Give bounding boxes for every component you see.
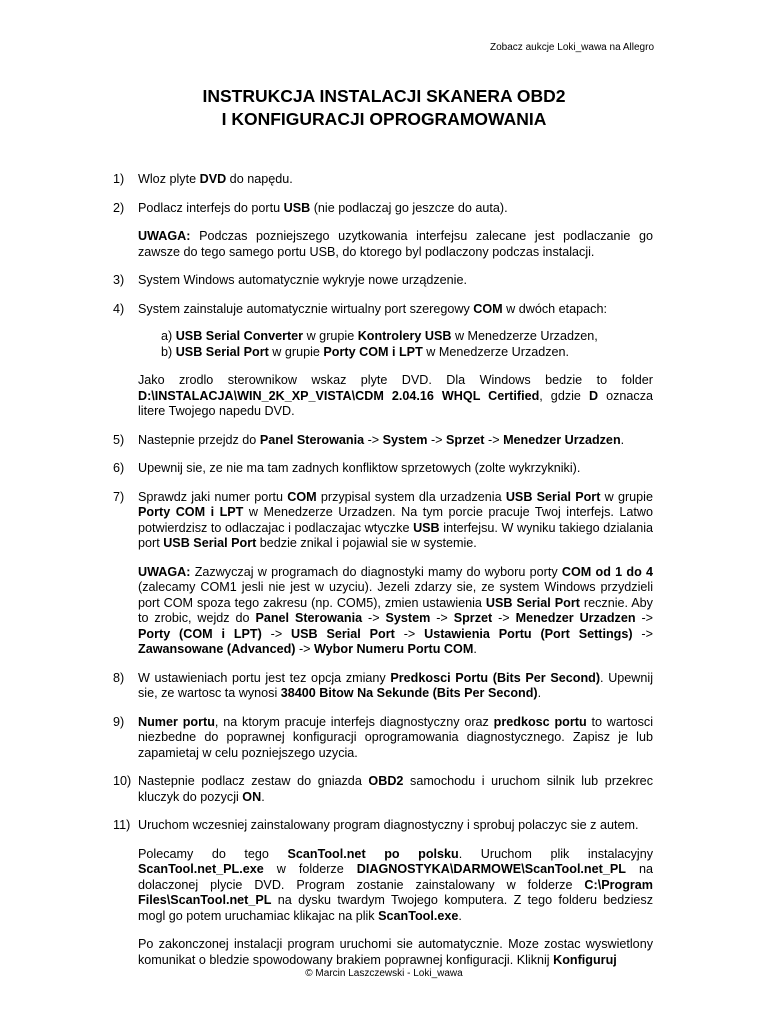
step-8 xyxy=(113,671,653,702)
note-11-recommendation xyxy=(113,847,653,925)
text: to wartosci niezbedne do poprawnej konfiguracji oprogramowania diagnostycznego. Zapisz je lub zapamietaj w celu pozniejszego uzycia. xyxy=(138,714,653,760)
bold-text: Zawansowane (Advanced) xyxy=(138,642,296,656)
step-number: 4) xyxy=(113,301,125,316)
bold-text: USB Serial Converter xyxy=(175,329,304,343)
text: System zainstaluje automatycznie wirtualny port szeregowy xyxy=(138,301,474,316)
bold-text: Kontrolery USB xyxy=(357,329,452,343)
text: na dysku twardym Twojego komputera. Z tego folderu bedziesz mogl go potem uruchamiac klikajac na plik xyxy=(138,893,653,923)
text: . xyxy=(537,686,542,700)
text: -> xyxy=(362,611,386,625)
bold-text: OBD2 xyxy=(368,774,404,788)
text: samochodu i uruchom silnik lub przekrec kluczyk do pozycji xyxy=(138,774,653,804)
text: Nastepnie podlacz zestaw do gniazda xyxy=(138,774,369,788)
title-line-2: I KONFIGURACJI OPROGRAMOWANIA xyxy=(221,109,547,129)
bold-text: Wybor Numeru Portu COM xyxy=(314,642,474,656)
text: -> xyxy=(430,611,454,625)
bold-text: Konfiguruj xyxy=(553,952,617,967)
step-number: 10) xyxy=(113,774,132,788)
step-5 xyxy=(113,433,653,449)
text: w grupie xyxy=(268,344,324,359)
step-9 xyxy=(113,715,653,762)
text: -> xyxy=(295,642,315,656)
text: Podczas pozniejszego uzytkowania interfejsu zalecane jest podlaczanie go zawsze do tego samego portu USB, do ktorego byl podlaczony podczas instalacji. xyxy=(138,229,653,259)
bold-text: DVD xyxy=(199,172,227,186)
bold-text: Ustawienia Portu (Port Settings) xyxy=(424,626,633,641)
footer-copyright: © Marcin Laszczewski - Loki_wawa xyxy=(305,968,463,979)
bold-text: D:\INSTALACJA\WIN_2K_XP_VISTA\CDM 2.04.16 WHQL Certified xyxy=(138,388,540,403)
bold-text: USB Serial Port xyxy=(175,344,269,359)
bold-text: USB Serial Port xyxy=(485,595,580,610)
bold-text: COM od 1 do 4 xyxy=(561,564,654,579)
text: Nastepnie przejdz do xyxy=(138,432,260,447)
text: w folderze xyxy=(263,862,357,876)
bold-text: USB xyxy=(283,200,311,215)
document-title xyxy=(0,85,768,131)
text: w grupie xyxy=(600,489,653,504)
text: interfejsu. W wyniku takiego dzialania port xyxy=(138,520,654,550)
bold-text: DIAGNOSTYKA\DARMOWE\ScanTool.net_PL xyxy=(356,862,626,876)
text: w Menedzerze Urzadzen, xyxy=(451,329,598,343)
step-6 xyxy=(113,461,653,477)
step-4 xyxy=(113,302,653,318)
note-11-after-install xyxy=(113,937,653,968)
bold-text: Numer portu xyxy=(138,714,215,729)
text: bedzie znikal i pojawial sie w systemie. xyxy=(256,536,477,550)
bold-text: Panel Sterowania xyxy=(259,432,365,447)
bold-text: ScanTool.net po polsku xyxy=(287,846,459,861)
text: do napędu. xyxy=(226,172,293,186)
text: (nie podlaczaj go jeszcze do auta). xyxy=(310,200,508,215)
text: -> xyxy=(632,626,653,641)
step-number: 2) xyxy=(113,200,125,215)
text: -> xyxy=(492,611,516,625)
text: Sprawdz jaki numer portu xyxy=(138,489,288,504)
bold-text: 38400 Bitow Na Sekunde (Bits Per Second) xyxy=(280,686,538,700)
bold-text: ON xyxy=(242,789,262,804)
text: . Upewnij sie, ze wartosc ta wynosi xyxy=(138,670,653,700)
note-4 xyxy=(113,373,653,420)
text: . xyxy=(473,642,477,656)
text: b) xyxy=(161,344,176,359)
text: . xyxy=(620,432,625,447)
step-11 xyxy=(113,818,653,834)
bold-text: System xyxy=(385,611,431,625)
text: Polecamy do tego xyxy=(138,846,288,861)
step-7 xyxy=(113,490,653,552)
text: . Uruchom plik instalacyjny xyxy=(458,846,653,861)
text: System Windows automatycznie wykryje nowe urządzenie. xyxy=(138,273,467,287)
text: , na ktorym pracuje interfejs diagnostyczny oraz xyxy=(214,714,494,729)
text: , gdzie xyxy=(539,388,589,403)
step-number: 8) xyxy=(113,670,125,685)
bold-text: COM xyxy=(287,489,317,504)
bold-text: COM xyxy=(473,301,503,316)
text: Po zakonczonej instalacji program uruchomi sie automatycznie. Moze zostac wyswietlony komunikat o bledzie spowodowany brakiem poprawnej konfiguracji. Kliknij xyxy=(138,937,653,967)
bold-text: D xyxy=(588,388,599,403)
step-number: 5) xyxy=(113,432,125,447)
bold-text: Sprzet xyxy=(453,611,493,625)
step-number: 11) xyxy=(113,818,131,832)
bold-text: USB Serial Port xyxy=(291,626,395,641)
text: Jako zrodlo sterownikow wskaz plyte DVD. Dla Windows bedzie to folder xyxy=(138,373,653,387)
bold-text: Sprzet xyxy=(446,432,485,447)
bold-text: USB Serial Port xyxy=(163,536,257,550)
bold-text: Panel Sterowania xyxy=(255,611,363,625)
step-3 xyxy=(113,273,653,289)
text: w Menedzerze Urzadzen. xyxy=(422,344,570,359)
note-label: UWAGA: xyxy=(138,564,191,579)
text: -> xyxy=(394,626,425,641)
step-4a xyxy=(113,329,653,345)
text: w grupie xyxy=(303,329,358,343)
step-10 xyxy=(113,774,653,805)
text: recznie. Aby to zrobic, wejdz do xyxy=(138,595,653,625)
bold-text: predkosc portu xyxy=(493,714,587,729)
text: Uruchom wczesniej zainstalowany program diagnostyczny i sprobuj polaczyc sie z autem. xyxy=(138,818,639,832)
text: Podlacz interfejs do portu xyxy=(138,200,284,215)
bold-text: ScanTool.net_PL.exe xyxy=(138,862,264,876)
bold-text: USB xyxy=(413,520,440,535)
step-number: 1) xyxy=(113,172,125,186)
text: w dwóch etapach: xyxy=(502,301,607,316)
bold-text: USB Serial Port xyxy=(505,489,601,504)
note-2 xyxy=(113,229,653,260)
header-note: Zobacz aukcje Loki_wawa na Allegro xyxy=(490,42,654,53)
bold-text: Porty COM i LPT xyxy=(138,505,244,519)
text: na dolaczonej plycie DVD. Program zostanie zainstalowany w folderze xyxy=(138,862,653,892)
step-number: 6) xyxy=(113,461,125,475)
title-line-1: INSTRUKCJA INSTALACJI SKANERA OBD2 xyxy=(202,86,566,106)
step-1 xyxy=(113,172,653,188)
bold-text: Porty COM i LPT xyxy=(323,344,423,359)
text: a) xyxy=(161,329,176,343)
text: . xyxy=(458,908,462,923)
text: . xyxy=(261,789,265,804)
note-7 xyxy=(113,565,653,658)
text: Wloz plyte xyxy=(138,172,200,186)
instruction-list xyxy=(113,172,653,968)
bold-text: C:\Program Files\ScanTool.net_PL xyxy=(138,877,653,907)
text: -> xyxy=(364,432,383,447)
text: -> xyxy=(261,626,292,641)
text: Upewnij sie, ze nie ma tam zadnych konfliktow sprzetowych (zolte wykrzykniki). xyxy=(138,461,581,475)
text: (zalecamy COM1 jesli nie jest w uzyciu). Jezeli zdarzy sie, ze system Windows przydzieli port COM spoza tego zakresu (np. COM5), zmien ustawienia xyxy=(138,580,653,610)
text: przypisal system dla urzadzenia xyxy=(316,489,506,504)
text: -> xyxy=(427,432,447,447)
text: Zazwyczaj w programach do diagnostyki mamy do wyboru porty xyxy=(190,564,562,579)
bold-text: System xyxy=(382,432,428,447)
bold-text: Predkosci Portu (Bits Per Second) xyxy=(390,670,601,685)
step-2 xyxy=(113,201,653,217)
text: -> xyxy=(484,432,504,447)
step-number: 7) xyxy=(113,489,125,504)
bold-text: Menedzer Urzadzen xyxy=(515,611,636,625)
bold-text: Menedzer Urzadzen xyxy=(503,432,621,447)
step-number: 3) xyxy=(113,273,125,287)
step-4b xyxy=(113,345,653,361)
text: oznacza litere Twojego napedu DVD. xyxy=(138,388,653,418)
bold-text: Porty (COM i LPT) xyxy=(138,626,262,641)
note-label: UWAGA: xyxy=(138,229,191,243)
bold-text: ScanTool.exe xyxy=(378,908,459,923)
text: w Menedzerze Urzadzen. Na tym porcie pracuje Twoj interfejs. Latwo potwierdzisz to odlaczajac i podlaczajac wtyczke xyxy=(138,505,653,535)
text: -> xyxy=(635,611,654,625)
step-number: 9) xyxy=(113,714,125,729)
text: W ustawieniach portu jest tez opcja zmiany xyxy=(138,670,391,685)
